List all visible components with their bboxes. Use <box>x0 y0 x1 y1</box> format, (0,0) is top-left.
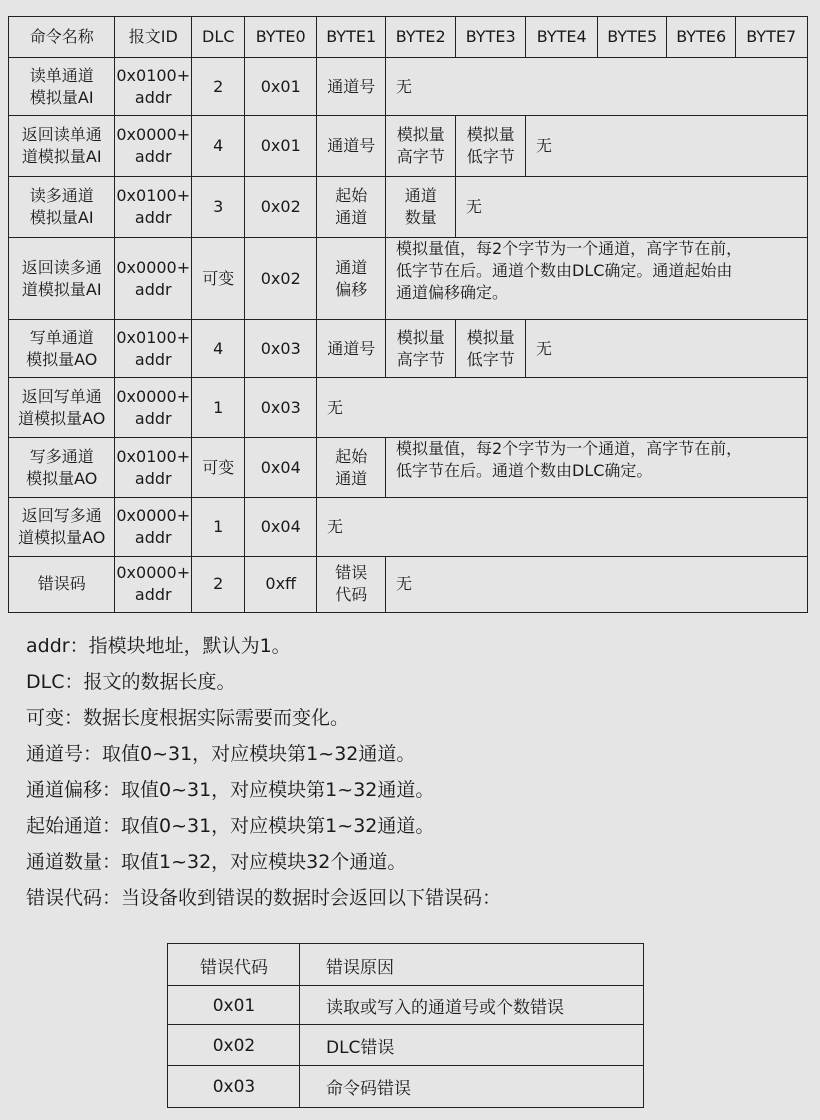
note-dlc: DLC：报文的数据长度。 <box>26 671 236 693</box>
cell-message-id <box>114 319 193 379</box>
cell-command-name <box>8 176 116 239</box>
cell-dlc: 2 <box>191 556 246 613</box>
cell-byte0: 0x02 <box>244 237 318 321</box>
cell-byte1-line: 起始 <box>335 186 368 206</box>
cell-message-id-line: addr <box>134 147 172 167</box>
cell-byte0: 0x03 <box>244 319 318 379</box>
cell-message-id-line: addr <box>134 87 172 107</box>
cell-command-name <box>8 377 116 439</box>
cell-none: 无 <box>525 319 808 379</box>
header-0: 命令名称 <box>8 16 116 59</box>
cell-command-name-line: 写多通道 <box>29 446 94 466</box>
header-7: BYTE4 <box>525 16 599 59</box>
cell-dlc: 3 <box>191 176 246 239</box>
cell-byte3-line: 低字节 <box>466 349 515 369</box>
cell-command-name <box>8 115 116 178</box>
note-channel-count: 通道数量：取值1~32，对应模块32个通道。 <box>26 851 407 873</box>
cell-message-id-line: addr <box>134 585 172 605</box>
cell-command-name-line: 写单通道 <box>29 327 94 347</box>
cell-message-id-line: 0x0000+ <box>116 506 191 526</box>
header-10: BYTE7 <box>735 16 808 59</box>
cell-description <box>385 237 808 321</box>
cell-command-name-line: 道模拟量AO <box>18 408 106 428</box>
cell-description-line: 模拟量值，每2个字节为一个通道，高字节在前， <box>396 239 743 258</box>
cell-message-id <box>114 497 193 558</box>
cell-byte1-line: 起始 <box>335 446 368 466</box>
cell-byte0: 0x01 <box>244 115 318 178</box>
cell-message-id-line: 0x0000+ <box>116 257 191 277</box>
cell-byte0: 0x02 <box>244 176 318 239</box>
cell-command-name-line: 读单通道 <box>29 65 94 85</box>
cell-command-name-line: 返回写单通 <box>21 386 102 406</box>
cell-byte1 <box>316 176 387 239</box>
cell-none: 无 <box>385 57 808 117</box>
cell-dlc: 1 <box>191 377 246 439</box>
cell-message-id <box>114 57 193 117</box>
cell-byte1-line: 错误 <box>335 563 368 583</box>
note-error-code: 错误代码：当设备收到错误的数据时会返回以下错误码： <box>26 887 502 909</box>
cell-message-id-line: 0x0100+ <box>116 446 191 466</box>
error-row-reason: 命令码错误 <box>299 1065 644 1108</box>
note-start-channel: 起始通道：取值0~31，对应模块第1~32通道。 <box>26 815 435 837</box>
header-5: BYTE2 <box>385 16 457 59</box>
header-8: BYTE5 <box>597 16 668 59</box>
cell-command-name-line: 返回读单通 <box>21 125 102 145</box>
cell-byte3-line: 模拟量 <box>466 125 515 145</box>
cell-byte1-line: 通道 <box>335 468 368 488</box>
cell-byte3 <box>455 115 527 178</box>
cell-none: 无 <box>316 497 808 558</box>
cell-command-name <box>8 437 116 499</box>
cell-dlc: 2 <box>191 57 246 117</box>
cell-byte1 <box>316 237 387 321</box>
cell-message-id-line: addr <box>134 349 172 369</box>
cell-command-name-line: 模拟量AI <box>29 208 94 228</box>
cell-byte0: 0xff <box>244 556 318 613</box>
cell-message-id <box>114 437 193 499</box>
cell-message-id-line: 0x0000+ <box>116 386 191 406</box>
error-row-code: 0x02 <box>167 1024 301 1067</box>
cell-command-name-line: 模拟量AO <box>26 349 98 369</box>
cell-none: 无 <box>455 176 808 239</box>
cell-message-id <box>114 237 193 321</box>
cell-description-line: 低字节在后。通道个数由DLC确定。通道起始由 <box>396 261 733 280</box>
cell-command-name-line: 错误码 <box>37 574 86 594</box>
cell-byte0: 0x04 <box>244 497 318 558</box>
cell-byte2-line: 高字节 <box>396 349 445 369</box>
cell-dlc: 可变 <box>191 437 246 499</box>
cell-description-line: 低字节在后。通道个数由DLC确定。 <box>396 461 653 480</box>
cell-command-name-line: 返回写多通 <box>21 506 102 526</box>
error-row-reason: 读取或写入的通道号或个数错误 <box>299 985 644 1026</box>
cell-byte0: 0x03 <box>244 377 318 439</box>
cell-command-name-line: 道模拟量AI <box>21 147 102 167</box>
error-row-code: 0x01 <box>167 985 301 1026</box>
cell-message-id-line: addr <box>134 528 172 548</box>
cell-command-name <box>8 556 116 613</box>
cell-none: 无 <box>525 115 808 178</box>
cell-message-id <box>114 377 193 439</box>
cell-command-name-line: 模拟量AO <box>26 468 98 488</box>
cell-byte2 <box>385 115 457 178</box>
header-9: BYTE6 <box>666 16 737 59</box>
cell-message-id-line: 0x0100+ <box>116 327 191 347</box>
note-channel-offset: 通道偏移：取值0~31，对应模块第1~32通道。 <box>26 779 435 801</box>
error-row-code: 0x03 <box>167 1065 301 1108</box>
cell-none: 无 <box>316 377 808 439</box>
cell-dlc: 1 <box>191 497 246 558</box>
cell-byte0: 0x01 <box>244 57 318 117</box>
cell-command-name-line: 道模拟量AI <box>21 279 102 299</box>
cell-byte1: 通道号 <box>316 115 387 178</box>
cell-description-line: 通道偏移确定。 <box>396 283 509 302</box>
cell-dlc: 4 <box>191 115 246 178</box>
cell-byte1: 通道号 <box>316 57 387 117</box>
cell-command-name <box>8 237 116 321</box>
header-4: BYTE1 <box>316 16 387 59</box>
cell-dlc: 4 <box>191 319 246 379</box>
error-row-reason: DLC错误 <box>299 1024 644 1067</box>
cell-message-id-line: addr <box>134 408 172 428</box>
cell-message-id-line: addr <box>134 468 172 488</box>
cell-byte1-line: 偏移 <box>335 279 368 299</box>
cell-none: 无 <box>385 556 808 613</box>
cell-byte2-line: 数量 <box>404 208 437 228</box>
cell-byte2-line: 高字节 <box>396 147 445 167</box>
cell-command-name-line: 读多通道 <box>29 186 94 206</box>
cell-command-name <box>8 497 116 558</box>
cell-byte1-line: 通道 <box>335 208 368 228</box>
cell-description-line: 模拟量值，每2个字节为一个通道，高字节在前， <box>396 439 743 458</box>
cell-command-name <box>8 57 116 117</box>
cell-message-id-line: 0x0100+ <box>116 65 191 85</box>
note-channel-number: 通道号：取值0~31，对应模块第1~32通道。 <box>26 743 416 765</box>
cell-command-name <box>8 319 116 379</box>
cell-message-id-line: addr <box>134 279 172 299</box>
cell-command-name-line: 返回读多通 <box>21 257 102 277</box>
cell-message-id-line: 0x0000+ <box>116 125 191 145</box>
note-addr: addr：指模块地址，默认为1。 <box>26 635 291 657</box>
cell-byte2-line: 通道 <box>404 186 437 206</box>
error-header-reason: 错误原因 <box>299 943 644 987</box>
cell-description <box>385 437 808 499</box>
header-1: 报文ID <box>114 16 193 59</box>
cell-byte1: 通道号 <box>316 319 387 379</box>
header-3: BYTE0 <box>244 16 318 59</box>
cell-message-id <box>114 176 193 239</box>
cell-byte3-line: 模拟量 <box>466 327 515 347</box>
cell-byte2-line: 模拟量 <box>396 327 445 347</box>
cell-byte3-line: 低字节 <box>466 147 515 167</box>
cell-message-id-line: 0x0000+ <box>116 563 191 583</box>
cell-byte2 <box>385 176 457 239</box>
cell-message-id-line: 0x0100+ <box>116 186 191 206</box>
cell-command-name-line: 道模拟量AO <box>18 528 106 548</box>
cell-message-id <box>114 556 193 613</box>
header-2: DLC <box>191 16 246 59</box>
cell-byte1-line: 代码 <box>335 585 368 605</box>
cell-byte0: 0x04 <box>244 437 318 499</box>
cell-dlc: 可变 <box>191 237 246 321</box>
cell-byte1 <box>316 556 387 613</box>
cell-byte1 <box>316 437 387 499</box>
cell-command-name-line: 模拟量AI <box>29 87 94 107</box>
cell-message-id-line: addr <box>134 208 172 228</box>
cell-byte1-line: 通道 <box>335 257 368 277</box>
cell-byte3 <box>455 319 527 379</box>
note-variable: 可变：数据长度根据实际需要而变化。 <box>26 707 350 729</box>
error-header-code: 错误代码 <box>167 943 301 987</box>
cell-byte2 <box>385 319 457 379</box>
cell-message-id <box>114 115 193 178</box>
notes-section <box>26 628 501 916</box>
header-6: BYTE3 <box>455 16 527 59</box>
cell-byte2-line: 模拟量 <box>396 125 445 145</box>
